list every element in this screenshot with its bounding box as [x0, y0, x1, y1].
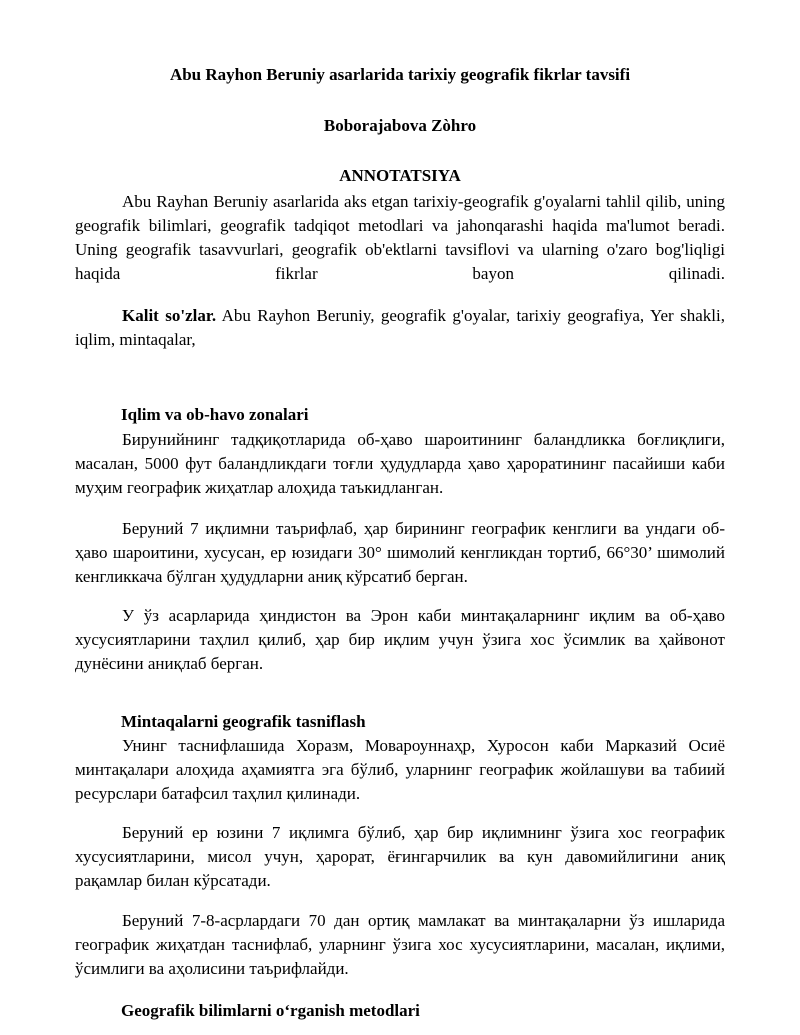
section-heading-regions: Mintaqalarni geografik tasniflash: [121, 712, 366, 731]
annotation-block: [75, 190, 725, 286]
paragraph: Бирунийнинг тадқиқотларида об-ҳаво шароитининг баландликка боғлиқлиги, масалан, 5000 фут баландликдаги тоғли ҳудудларда ҳаво ҳароратининг пасайиши каби муҳим географик жиҳатлар алоҳида таъкидланган.: [75, 430, 725, 497]
section-heading-climate: Iqlim va ob-havo zonalari: [121, 405, 309, 424]
section-regions-p2: [75, 821, 725, 893]
keywords-paragraph: [75, 304, 725, 352]
paragraph: Унинг таснифлашида Хоразм, Мовароуннаҳр, Хуросон каби Марказий Осиё минтақалари алоҳида аҳамиятга эга бўлиб, уларнинг географик жойлашуви ва табиий ресурслари батафсил таҳлил қилинади.: [75, 736, 725, 803]
keywords-block: [75, 304, 725, 352]
annotation-heading: ANNOTATSIYA: [339, 166, 461, 185]
keywords-text: Abu Rayhon Beruniy, geografik g'oyalar, tarixiy geografiya, Yer shakli, iqlim, mintaqalar,: [75, 306, 725, 349]
author-name: Boborajabova Zòhro: [323, 116, 477, 135]
section-climate-p2: [75, 517, 725, 589]
section-climate-p1: [75, 428, 725, 500]
paragraph: Беруний 7 иқлимни таърифлаб, ҳар бирининг географик кенглиги ва ундаги об-ҳаво шароитини, хусусан, ер юзидаги 30° шимолий кенгликдан тортиб, 66°30’ шимолий кенгликкача бўлган ҳудудларни аниқ кўрсатиб берган.: [75, 519, 725, 586]
section-regions-p3: [75, 909, 725, 981]
paper-title: Abu Rayhon Beruniy asarlarida tarixiy geografik fikrlar tavsifi: [169, 65, 631, 84]
section-climate-p3: [75, 604, 725, 676]
paragraph: Беруний ер юзини 7 иқлимга бўлиб, ҳар бир иқлимнинг ўзига хос географик хусусиятларини, мисол учун, ҳарорат, ёғингарчилик ва кун давомийлигини аниқ рақамлар билан кўрсатади.: [75, 823, 725, 890]
paragraph: Беруний 7-8-асрлардаги 70 дан ортиқ мамлакат ва минтақаларни ўз ишларида географик жиҳатдан таснифлаб, уларнинг ўзига хос хусусиятларини, масалан, иқлими, ўсимлиги ва аҳолисини таърифлайди.: [75, 911, 725, 978]
section-regions-p1: [75, 734, 725, 806]
paragraph: У ўз асарларида ҳиндистон ва Эрон каби минтақаларнинг иқлим ва об-ҳаво хусусиятларини таҳлил қилиб, ҳар бир иқлим учун ўзига хос ўсимлик ва ҳайвонот дунёсини аниқлаб берган.: [75, 606, 725, 673]
annotation-paragraph: Abu Rayhan Beruniy asarlarida aks etgan tarixiy-geografik g'oyalarni tahlil qilib, uning geografik bilimlari, geografik tadqiqot metodlari va jahonqarashi haqida ma'lumot beradi. Uning geografik tasavvurlari, geografik ob'ektlarni tavsiflovi va ularning o'zaro bog'liqligi haqida fikrlar bayon qilinadi.: [75, 192, 725, 283]
section-heading-methods: Geografik bilimlarni o‘rganish metodlari: [121, 1001, 420, 1020]
keywords-label: Kalit so'zlar.: [122, 306, 217, 325]
